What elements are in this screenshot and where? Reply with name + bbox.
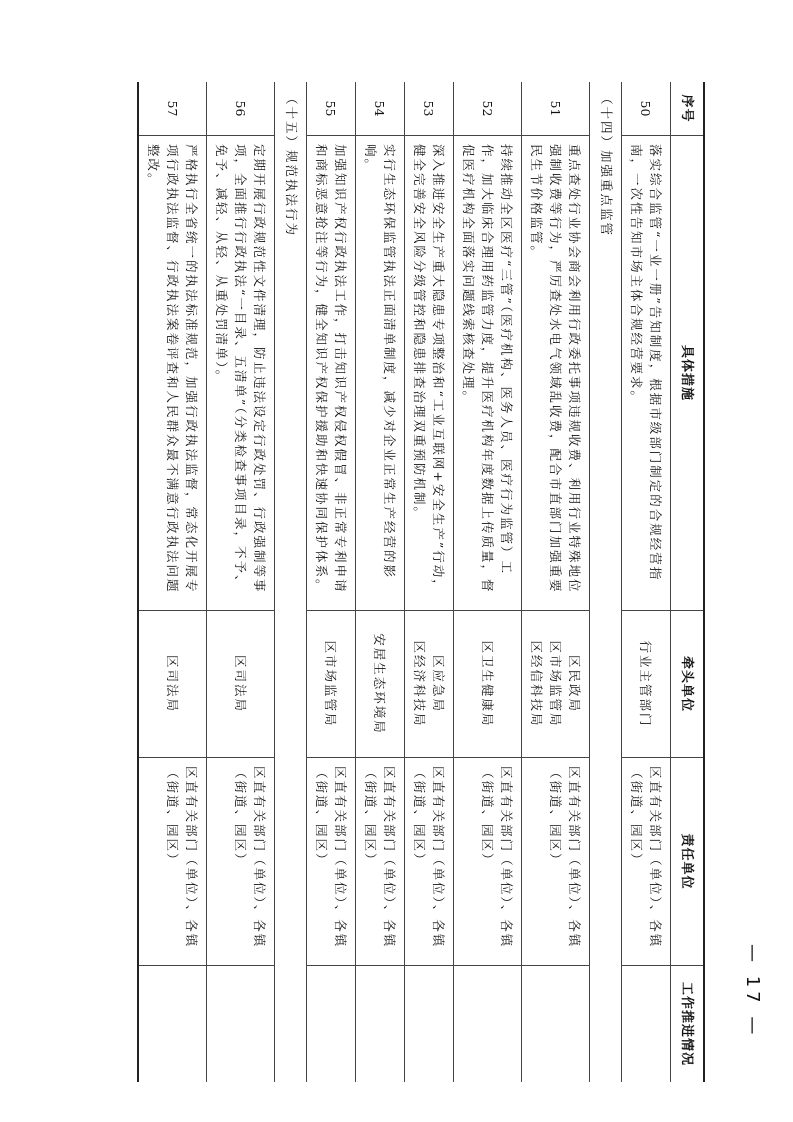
lead-unit: 行业主管部门 bbox=[638, 640, 654, 728]
header-no: 序号 bbox=[671, 82, 703, 136]
lead-unit: 区经济科技局 bbox=[412, 640, 427, 728]
lead-unit: 区市场监管局 bbox=[548, 640, 563, 728]
lead-unit: 区民政局 bbox=[567, 654, 582, 713]
table-row bbox=[355, 82, 404, 1082]
progress-cell bbox=[522, 966, 589, 1082]
row-number: 53 bbox=[405, 82, 453, 136]
row-number: 55 bbox=[307, 82, 355, 136]
lead-unit: 区应急局 bbox=[431, 654, 446, 713]
row-number: 54 bbox=[356, 82, 404, 136]
page-number: — 17 — bbox=[742, 944, 763, 1039]
measure-text: 落实综合监管“一业一册”告知制度，根据市级部门制定的合规经营指南，一次性告知市场主体合规经营要求。 bbox=[622, 136, 670, 611]
responsible-units: 区直有关部门（单位）、各镇（街道、园区） bbox=[307, 758, 355, 966]
header-resp: 责任单位 bbox=[671, 758, 703, 966]
header-lead: 牵头单位 bbox=[671, 611, 703, 758]
lead-unit-cell bbox=[307, 611, 355, 758]
header-measure: 具体措施 bbox=[671, 136, 703, 611]
lead-unit-cell bbox=[405, 611, 453, 758]
measure-text: 深入推进安全生产重大隐患专项整治和“工业互联网+安全生产”行动，健全完善安全风险分级管控和隐患排查治理双重预防机制。 bbox=[405, 136, 453, 611]
section-blank bbox=[590, 247, 621, 1082]
section-title: （十五）规范执法行为 bbox=[284, 92, 299, 238]
lead-unit-cell bbox=[454, 611, 521, 758]
row-number: 51 bbox=[522, 82, 589, 136]
row-number: 57 bbox=[139, 82, 206, 136]
lead-unit-cell bbox=[622, 611, 670, 758]
measure-text: 持续推动全区医疗“三管”（医疗机构、医务人员、医疗行为监管）工作，加大临床合理用药监管力度，提升医疗机构年度数据上传质量，督促医疗机构全面落实问题线索核查处理。 bbox=[454, 136, 521, 611]
lead-unit: 安居生态环境局 bbox=[372, 633, 388, 735]
section-row bbox=[274, 82, 306, 1082]
row-number: 56 bbox=[207, 82, 274, 136]
table-header-row bbox=[670, 82, 703, 1082]
responsible-units: 区直有关部门（单位）、各镇（街道、园区） bbox=[139, 758, 206, 966]
responsible-units: 区直有关部门（单位）、各镇（街道、园区） bbox=[454, 758, 521, 966]
responsible-units: 区直有关部门（单位）、各镇（街道、园区） bbox=[207, 758, 274, 966]
table-body bbox=[139, 82, 670, 1082]
row-number: 50 bbox=[622, 82, 670, 136]
responsible-units: 区直有关部门（单位）、各镇（街道、园区） bbox=[522, 758, 589, 966]
progress-cell bbox=[139, 966, 206, 1082]
lead-unit-cell bbox=[207, 611, 274, 758]
header-progress: 工作推进情况 bbox=[679, 981, 695, 1066]
progress-cell bbox=[356, 966, 404, 1082]
progress-cell bbox=[207, 966, 274, 1082]
section-title: （十四）加强重点监管 bbox=[599, 92, 614, 238]
lead-unit-cell bbox=[522, 611, 589, 758]
lead-unit: 区市场监管局 bbox=[323, 640, 339, 728]
table-row bbox=[404, 82, 453, 1082]
lead-unit-cell bbox=[139, 611, 206, 758]
table-row bbox=[139, 82, 206, 1082]
progress-cell bbox=[307, 966, 355, 1082]
measure-text: 定期开展行政规范性文件清理，防止违法设定行政处罚、行政强制等事项，全面推行行政执法“一目录、五清单”（分类检查事项目录，不予、免予、减轻、从轻、从重处罚清单）。 bbox=[207, 136, 274, 611]
measure-text: 严格执行全省统一的执法标准规范，加强行政执法监督，常态化开展专项行政执法监督、行政执法案卷评查和人民群众最不满意行政执法问题整改。 bbox=[139, 136, 206, 611]
responsible-units: 区直有关部门（单位）、各镇（街道、园区） bbox=[622, 758, 670, 966]
lead-unit: 区经信科技局 bbox=[529, 640, 544, 728]
responsible-units: 区直有关部门（单位）、各镇（街道、园区） bbox=[356, 758, 404, 966]
table-row bbox=[206, 82, 274, 1082]
table-row bbox=[306, 82, 355, 1082]
measure-text: 重点查处行业协会商会利用行政委托事项违规收费、利用行业特殊地位强制收费等行为，严厉查处水电气领域乱收费，配合市直部门加强重要民生节价格监管。 bbox=[522, 136, 589, 611]
progress-cell bbox=[622, 966, 670, 1082]
lead-unit: 区司法局 bbox=[233, 654, 248, 713]
row-number: 52 bbox=[454, 82, 521, 136]
measure-text: 实行生态环保监管执法正面清单制度，减少对企业正常生产经营的影响。 bbox=[356, 136, 404, 611]
lead-unit: 区卫生健康局 bbox=[480, 640, 495, 728]
measure-text: 加强知识产权行政执法工作，打击知识产权侵权假冒、非正常专利申请和商标恶意抢注等行为，健全知识产权保护援助和快速协同保护体系。 bbox=[307, 136, 355, 611]
table-row bbox=[521, 82, 589, 1082]
section-blank bbox=[275, 247, 306, 1082]
responsible-units: 区直有关部门（单位）、各镇（街道、园区） bbox=[405, 758, 453, 966]
measures-table bbox=[137, 82, 705, 1082]
progress-cell bbox=[454, 966, 521, 1082]
lead-unit-cell bbox=[356, 611, 404, 758]
table-row bbox=[621, 82, 670, 1082]
table-row bbox=[453, 82, 521, 1082]
lead-unit: 区司法局 bbox=[165, 654, 180, 713]
progress-cell bbox=[405, 966, 453, 1082]
section-row bbox=[589, 82, 621, 1082]
